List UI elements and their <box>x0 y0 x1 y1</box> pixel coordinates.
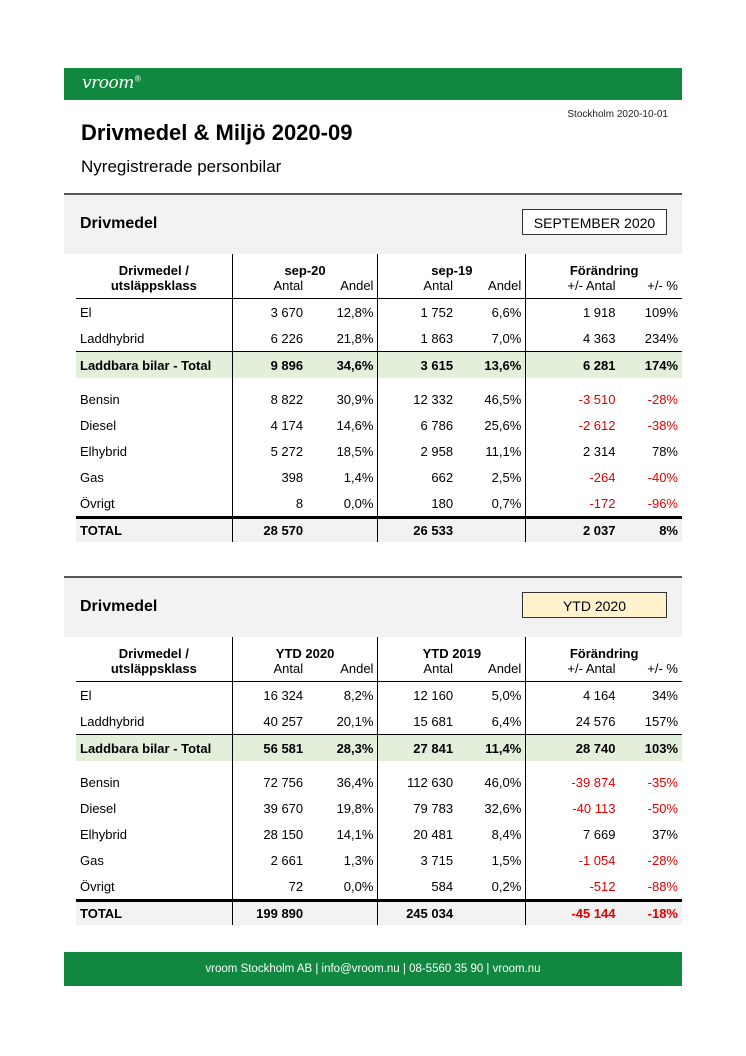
table-cell: 7,0% <box>491 330 522 346</box>
table-cell: 6,6% <box>491 304 522 320</box>
subcolumn-header: +/- % <box>647 661 678 676</box>
table-cell: 1 752 <box>378 299 457 326</box>
group-header: Förändring <box>526 254 682 278</box>
table-cell: -96% <box>647 495 678 511</box>
table-cell: 11,4% <box>485 740 522 756</box>
table-cell: 9 896 <box>232 352 307 379</box>
table-cell: 72 756 <box>232 769 307 795</box>
table-cell: 6,4% <box>491 713 522 729</box>
table-cell: 56 581 <box>232 735 307 762</box>
group-header: YTD 2019 <box>378 637 526 661</box>
table-cell: 1 863 <box>378 325 457 352</box>
table-cell: 28 740 <box>526 735 620 762</box>
spacer-row <box>76 761 682 769</box>
table-cell: Diesel <box>80 800 117 816</box>
table-cell: 5,0% <box>491 687 522 703</box>
brand-header-bar <box>64 68 682 100</box>
table-cell: 8,2% <box>343 687 374 703</box>
group-header: Förändring <box>526 637 682 661</box>
table-cell: 27 841 <box>378 735 457 762</box>
page-title: Drivmedel & Miljö 2020-09 <box>81 120 353 145</box>
table-cell: 2 037 <box>526 518 620 543</box>
table-cell: 180 <box>378 490 457 518</box>
table-row <box>76 518 682 543</box>
table-cell: 2 314 <box>526 438 620 464</box>
table-row <box>76 325 682 352</box>
table-row <box>76 873 682 901</box>
table-cell: 20,1% <box>336 713 374 729</box>
page-subtitle: Nyregistrerade personbilar <box>81 157 282 176</box>
table-cell: El <box>80 304 92 320</box>
table-cell: -45 144 <box>526 901 620 926</box>
table-cell: TOTAL <box>80 523 123 538</box>
table-cell: 24 576 <box>526 708 620 735</box>
table-row <box>76 682 682 709</box>
group-header: sep-20 <box>232 254 378 278</box>
table-cell: 1,4% <box>343 469 374 485</box>
logo-text: vroom <box>82 73 134 93</box>
table-cell: 14,1% <box>336 826 374 842</box>
table-cell: 3 670 <box>232 299 307 326</box>
table-row <box>76 412 682 438</box>
table-row <box>76 901 682 926</box>
subcolumn-header: Andel <box>488 278 522 293</box>
table-cell: 1,3% <box>343 852 374 868</box>
table-header-row <box>76 637 682 661</box>
period-badge: YTD 2020 <box>522 592 667 618</box>
subcolumn-header: Andel <box>340 661 374 676</box>
table-cell: 78% <box>651 443 678 459</box>
table-cell: 14,6% <box>336 417 374 433</box>
table-cell: 174% <box>644 357 678 373</box>
table-cell: 16 324 <box>232 682 307 709</box>
table-subheader-row <box>76 661 682 682</box>
group-header: YTD 2020 <box>232 637 378 661</box>
table-cell: 30,9% <box>336 391 374 407</box>
table-cell: 36,4% <box>336 774 374 790</box>
table-cell <box>457 901 526 926</box>
column-header: utsläppsklass <box>110 278 197 293</box>
table-cell: 28,3% <box>336 740 374 756</box>
table-cell: 20 481 <box>378 821 457 847</box>
table-cell: Elhybrid <box>80 443 127 459</box>
table-row <box>76 708 682 735</box>
subcolumn-header: Antal <box>378 661 457 682</box>
table-cell: 4 164 <box>526 682 620 709</box>
table-cell: 3 715 <box>378 847 457 873</box>
table-cell: Bensin <box>80 774 120 790</box>
table-row <box>76 847 682 873</box>
table-cell <box>307 901 378 926</box>
table-cell: 72 <box>232 873 307 901</box>
table-cell: Gas <box>80 469 104 485</box>
table-cell: 103% <box>644 740 678 756</box>
table-cell: 32,6% <box>484 800 522 816</box>
table-cell: Bensin <box>80 391 120 407</box>
table-cell: El <box>80 687 92 703</box>
table-cell: Övrigt <box>80 495 115 511</box>
table-cell: -3 510 <box>526 386 620 412</box>
table-row <box>76 464 682 490</box>
table-cell: -50% <box>647 800 678 816</box>
table-cell: 15 681 <box>378 708 457 735</box>
table-cell: Övrigt <box>80 878 115 894</box>
contact-footer: vroom Stockholm AB | info@vroom.nu | 08-5560 35 90 | vroom.nu <box>64 952 682 986</box>
table-row <box>76 299 682 326</box>
table-cell: 46,5% <box>484 391 522 407</box>
table-cell: 2 958 <box>378 438 457 464</box>
table-header-row <box>76 254 682 278</box>
table-cell: -1 054 <box>526 847 620 873</box>
column-header: Drivmedel / <box>118 263 189 278</box>
table-cell: 12 160 <box>378 682 457 709</box>
table-row <box>76 795 682 821</box>
column-header: utsläppsklass <box>110 661 197 676</box>
table-cell: -35% <box>647 774 678 790</box>
table-cell: -18% <box>647 906 678 921</box>
table-cell: 3 615 <box>378 352 457 379</box>
table-cell: 662 <box>378 464 457 490</box>
table-cell: 234% <box>644 330 678 346</box>
subcolumn-header: Antal <box>378 278 457 299</box>
subcolumn-header: +/- % <box>647 278 678 293</box>
table-cell: 8 822 <box>232 386 307 412</box>
table-cell: 245 034 <box>378 901 457 926</box>
spacer-row <box>76 378 682 386</box>
table-cell: 6 281 <box>526 352 620 379</box>
table-cell: 199 890 <box>232 901 307 926</box>
table-cell <box>457 518 526 543</box>
table-row <box>76 352 682 379</box>
table-cell: Laddbara bilar - Total <box>80 740 212 756</box>
table-cell: -172 <box>526 490 620 518</box>
table-cell: -39 874 <box>526 769 620 795</box>
section-september <box>64 193 682 542</box>
table-cell: 0,7% <box>491 495 522 511</box>
fuel-table <box>76 254 682 542</box>
table-cell: 21,8% <box>336 330 374 346</box>
section-ytd <box>64 576 682 925</box>
subcolumn-header: Andel <box>488 661 522 676</box>
table-cell: Elhybrid <box>80 826 127 842</box>
report-date: Stockholm 2020-10-01 <box>567 109 668 120</box>
table-cell: 28 570 <box>232 518 307 543</box>
table-cell: 4 363 <box>526 325 620 352</box>
table-cell: 0,0% <box>343 495 374 511</box>
table-cell: 79 783 <box>378 795 457 821</box>
subcolumn-header: +/- Antal <box>526 661 620 682</box>
table-cell: 5 272 <box>232 438 307 464</box>
table-cell: 18,5% <box>336 443 374 459</box>
table-cell: 34,6% <box>336 357 374 373</box>
table-cell: 12 332 <box>378 386 457 412</box>
table-cell <box>307 518 378 543</box>
column-header: Drivmedel / <box>118 646 189 661</box>
table-cell: -40 113 <box>526 795 620 821</box>
table-row <box>76 769 682 795</box>
table-cell: 1 918 <box>526 299 620 326</box>
table-cell: 25,6% <box>484 417 522 433</box>
table-cell: Diesel <box>80 417 117 433</box>
table-cell: 1,5% <box>491 852 522 868</box>
table-cell: 8% <box>659 523 678 538</box>
table-cell: -264 <box>526 464 620 490</box>
section-heading: Drivmedel <box>80 215 158 232</box>
table-cell: 109% <box>644 304 678 320</box>
table-cell: 28 150 <box>232 821 307 847</box>
table-cell: -88% <box>647 878 678 894</box>
table-cell: -38% <box>647 417 678 433</box>
table-cell: 584 <box>378 873 457 901</box>
table-cell: Laddhybrid <box>80 713 145 729</box>
table-cell: TOTAL <box>80 906 123 921</box>
table-cell: 8 <box>232 490 307 518</box>
table-row <box>76 438 682 464</box>
group-header: sep-19 <box>378 254 526 278</box>
subcolumn-header: Antal <box>232 278 307 299</box>
fuel-table <box>76 637 682 925</box>
table-cell: 19,8% <box>336 800 374 816</box>
table-cell: 6 786 <box>378 412 457 438</box>
table-subheader-row <box>76 278 682 299</box>
table-cell: 398 <box>232 464 307 490</box>
table-row <box>76 386 682 412</box>
table-row <box>76 735 682 762</box>
table-cell: 0,0% <box>343 878 374 894</box>
table-cell: 7 669 <box>526 821 620 847</box>
vroom-logo <box>82 73 141 93</box>
table-cell: 12,8% <box>336 304 374 320</box>
table-cell: 39 670 <box>232 795 307 821</box>
table-cell: 6 226 <box>232 325 307 352</box>
table-cell: Laddhybrid <box>80 330 145 346</box>
period-badge: SEPTEMBER 2020 <box>522 209 667 235</box>
table-cell: 37% <box>651 826 678 842</box>
section-heading: Drivmedel <box>80 598 158 615</box>
section-header <box>64 193 682 254</box>
table-cell: 4 174 <box>232 412 307 438</box>
table-cell: 112 630 <box>378 769 457 795</box>
table-cell: -28% <box>647 852 678 868</box>
table-cell: 0,2% <box>491 878 522 894</box>
table-cell: 34% <box>651 687 678 703</box>
table-cell: 40 257 <box>232 708 307 735</box>
table-cell: Gas <box>80 852 104 868</box>
table-cell: 2,5% <box>491 469 522 485</box>
subcolumn-header: Antal <box>232 661 307 682</box>
table-cell: 8,4% <box>491 826 522 842</box>
table-cell: 2 661 <box>232 847 307 873</box>
table-cell: -512 <box>526 873 620 901</box>
section-header <box>64 576 682 637</box>
table-cell: -2 612 <box>526 412 620 438</box>
table-cell: -40% <box>647 469 678 485</box>
table-cell: 11,1% <box>485 443 522 459</box>
table-cell: 46,0% <box>484 774 522 790</box>
table-cell: -28% <box>647 391 678 407</box>
table-row <box>76 821 682 847</box>
subcolumn-header: Andel <box>340 278 374 293</box>
table-row <box>76 490 682 518</box>
table-cell: 157% <box>644 713 678 729</box>
table-cell: Laddbara bilar - Total <box>80 357 212 373</box>
logo-registered-mark: ® <box>133 74 142 84</box>
table-cell: 13,6% <box>484 357 522 373</box>
subcolumn-header: +/- Antal <box>526 278 620 299</box>
table-cell: 26 533 <box>378 518 457 543</box>
